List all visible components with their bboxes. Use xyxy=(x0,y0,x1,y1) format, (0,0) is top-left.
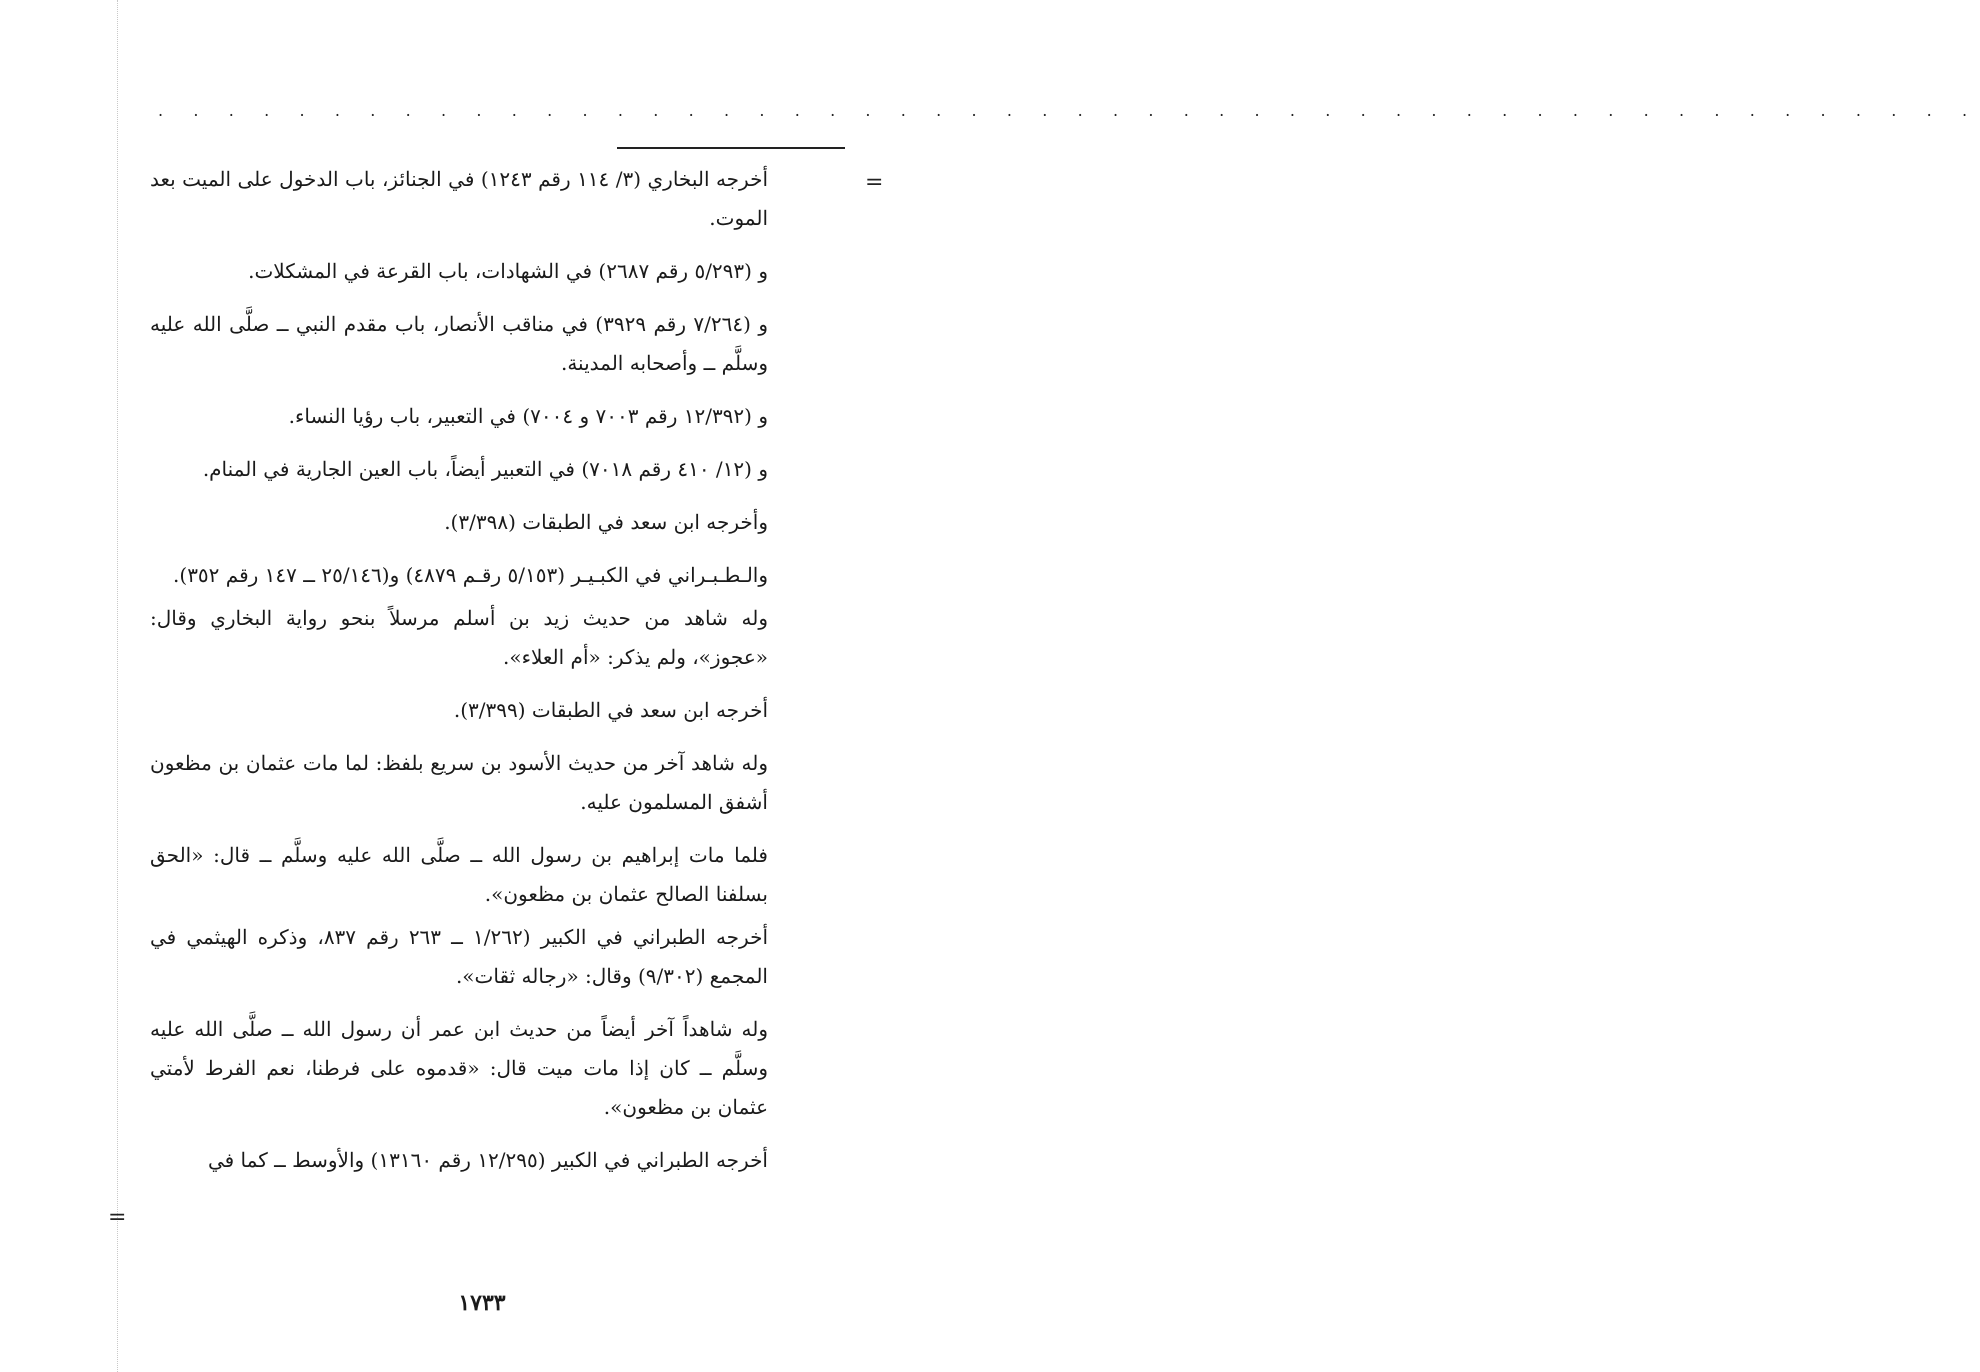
paragraph-11: فلما مات إبراهيم بن رسول الله ــ صلَّى الله عليه وسلَّم ــ قال: «الحق بسلفنا الصالح عثمان بن مظعون». xyxy=(150,843,768,906)
paragraph-1: أخرجه البخاري (٣/ ١١٤ رقم ١٢٤٣) في الجنائز، باب الدخول على الميت بعد الموت. xyxy=(150,167,769,230)
dotted-separator: . . . . . . . . . . . . . . . . . . . . . . . . . . . . . . . . . . . . . . . . . . . . . . . . . . . . xyxy=(158,101,1980,120)
page-gutter-line xyxy=(117,0,118,1372)
paragraph-6: وأخرجه ابن سعد في الطبقات (٣/٣٩٨). xyxy=(444,510,768,534)
paragraph-10: وله شاهد آخر من حديث الأسود بن سريع بلفظ: لما مات عثمان بن مظعون أشفق المسلمون عليه. xyxy=(150,751,768,814)
continuation-marker-bottom: = xyxy=(108,1205,127,1230)
paragraph-3: و (٧/٢٦٤ رقم ٣٩٢٩) في مناقب الأنصار، باب مقدم النبي ــ صلَّى الله عليه وسلَّم ــ وأصحابه المدينة. xyxy=(150,312,768,375)
paragraph-4: و (١٢/٣٩٢ رقم ٧٠٠٣ و ٧٠٠٤) في التعبير، باب رؤيا النساء. xyxy=(288,404,768,428)
paragraph-2: و (٥/٢٩٣ رقم ٢٦٨٧) في الشهادات، باب القرعة في المشكلات. xyxy=(248,259,768,283)
paragraph-14: أخرجه الطبراني في الكبير (١٢/٢٩٥ رقم ١٣١٦٠) والأوسط ــ كما في xyxy=(207,1148,768,1172)
page-number: ١٧٣٣ xyxy=(458,1290,506,1316)
paragraph-5: و (١٢/ ٤١٠ رقم ٧٠١٨) في التعبير أيضاً، باب العين الجارية في المنام. xyxy=(202,457,768,481)
paragraph-13: وله شاهداً آخر أيضاً من حديث ابن عمر أن رسول الله ــ صلَّى الله عليه وسلَّم ــ كان إذا مات ميت قال: «قدموه على فرطنا، نعم الفرط لأمتي عثمان بن مظعون». xyxy=(150,1017,768,1119)
footnote-text xyxy=(150,160,768,1194)
paragraph-12: أخرجه الطبراني في الكبير (١/٢٦٢ ــ ٢٦٣ رقم ٨٣٧، وذكره الهيثمي في المجمع (٩/٣٠٢) وقال: «رجاله ثقات». xyxy=(150,925,768,988)
footnote-rule xyxy=(617,147,845,149)
continuation-marker-top: = xyxy=(865,170,884,195)
paragraph-9: أخرجه ابن سعد في الطبقات (٣/٣٩٩). xyxy=(453,698,768,722)
paragraph-8: وله شاهد من حديث زيد بن أسلم مرسلاً بنحو رواية البخاري وقال: «عجوز»، ولم يذكر: «أم العلاء». xyxy=(150,606,768,669)
paragraph-7: والـطـبـراني في الكبـيـر (٥/١٥٣ رقـم ٤٨٧٩) و(٢٥/١٤٦ ــ ١٤٧ رقم ٣٥٢). xyxy=(173,563,768,587)
